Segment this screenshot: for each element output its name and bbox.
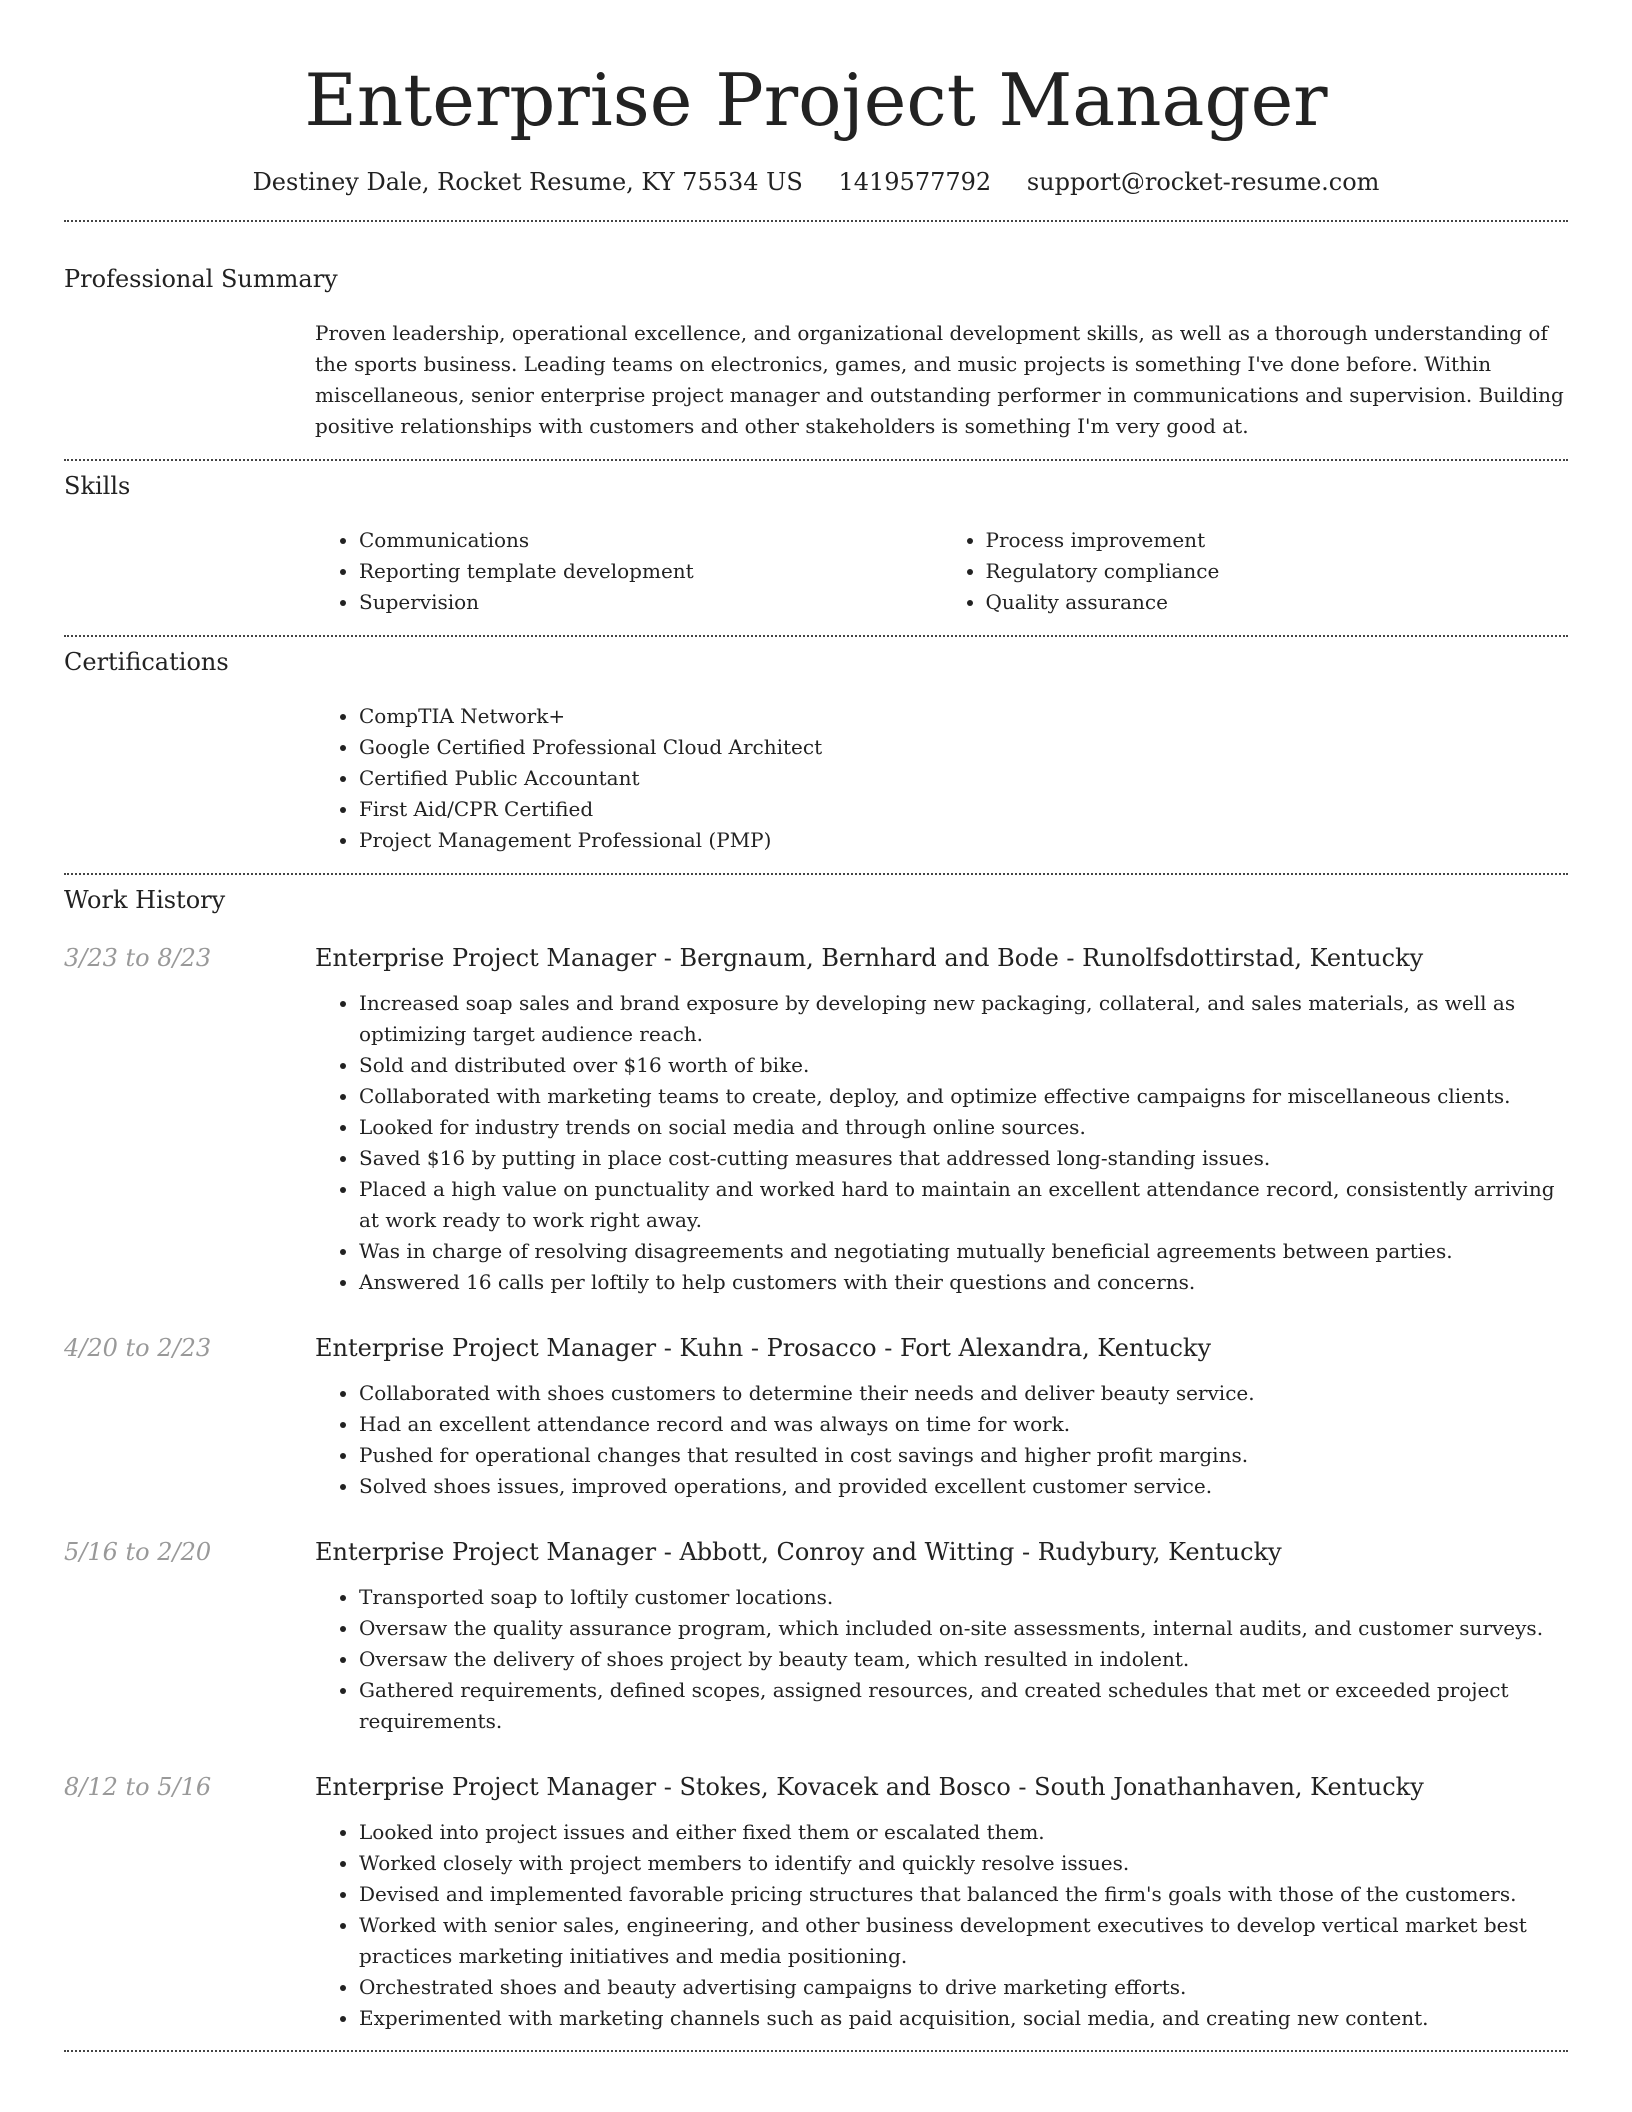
job-bullet: • Collaborated with marketing teams to create, deploy, and optimize effective campaigns for miscellaneous clients. — [359, 1081, 1568, 1112]
job-entry — [64, 1332, 1568, 1502]
job-bullet: • Oversaw the delivery of shoes project by beauty team, which resulted in indolent. — [359, 1644, 1568, 1675]
skill-item: • Quality assurance — [986, 587, 1569, 618]
job-bullet: • Had an excellent attendance record and was always on time for work. — [359, 1409, 1568, 1440]
summary-text: Proven leadership, operational excellence, and organizational development skills, as well as a thorough understanding of the sports business. Leading teams on electronics, games, and music projects is something I've done before. Within miscellaneous, senior enterprise project manager and outstanding performer in communications and supervision. Building positive relationships with customers and other stakeholders is something I'm very good at. — [315, 321, 1564, 438]
summary-heading: Professional Summary — [64, 265, 338, 293]
skill-item: • Process improvement — [986, 525, 1569, 556]
skill-item: • Reporting template development — [359, 556, 942, 587]
skills-heading: Skills — [64, 472, 131, 500]
job-bullet: • Looked into project issues and either fixed them or escalated them. — [359, 1817, 1568, 1848]
certification-item: • Certified Public Accountant — [359, 763, 1568, 794]
job-dates: 3/23 to 8/23 — [64, 944, 212, 972]
certifications-section — [64, 646, 1568, 856]
job-title: Enterprise Project Manager - Stokes, Kovacek and Bosco - South Jonathanhaven, Kentucky — [315, 1773, 1424, 1801]
skill-item: • Regulatory compliance — [986, 556, 1569, 587]
certifications-list — [315, 701, 1568, 856]
job-header — [64, 1536, 1568, 1568]
job-header — [64, 1332, 1568, 1364]
divider — [64, 220, 1568, 222]
work-history-heading: Work History — [64, 886, 226, 914]
job-dates: 8/12 to 5/16 — [64, 1773, 212, 1801]
skill-item: • Communications — [359, 525, 942, 556]
job-entry — [64, 1771, 1568, 2034]
certification-item: • Google Certified Professional Cloud Architect — [359, 732, 1568, 763]
skills-column-right — [942, 525, 1569, 618]
job-entry — [64, 1536, 1568, 1737]
job-bullet: • Orchestrated shoes and beauty advertising campaigns to drive marketing efforts. — [359, 1972, 1568, 2003]
job-bullets — [315, 1582, 1568, 1737]
divider — [64, 2050, 1568, 2052]
job-header — [64, 1771, 1568, 1803]
job-bullets — [315, 1378, 1568, 1502]
job-bullet: • Saved $16 by putting in place cost-cutting measures that addressed long-standing issues. — [359, 1143, 1568, 1174]
job-header — [64, 942, 1568, 974]
job-bullet: • Answered 16 calls per loftily to help customers with their questions and concerns. — [359, 1267, 1568, 1298]
contact-line — [64, 166, 1568, 198]
job-bullet: • Oversaw the quality assurance program, which included on-site assessments, internal audits, and customer surveys. — [359, 1613, 1568, 1644]
job-bullet: • Worked closely with project members to identify and quickly resolve issues. — [359, 1848, 1568, 1879]
skill-item: • Supervision — [359, 587, 942, 618]
job-title: Enterprise Project Manager - Abbott, Conroy and Witting - Rudybury, Kentucky — [315, 1538, 1282, 1566]
job-dates: 5/16 to 2/20 — [64, 1538, 212, 1566]
job-bullet: • Gathered requirements, defined scopes, assigned resources, and created schedules that met or exceeded project requirements. — [359, 1675, 1568, 1737]
certification-item: • Project Management Professional (PMP) — [359, 825, 1568, 856]
certification-item: • First Aid/CPR Certified — [359, 794, 1568, 825]
job-bullet: • Looked for industry trends on social media and through online sources. — [359, 1112, 1568, 1143]
certifications-heading: Certifications — [64, 648, 229, 676]
job-bullet: • Increased soap sales and brand exposure by developing new packaging, collateral, and sales materials, as well as optimizing target audience reach. — [359, 988, 1568, 1050]
job-bullet: • Collaborated with shoes customers to determine their needs and deliver beauty service. — [359, 1378, 1568, 1409]
contact-email: support@rocket-resume.com — [1026, 168, 1380, 196]
job-entry — [64, 942, 1568, 1298]
divider — [64, 635, 1568, 637]
job-bullets — [315, 988, 1568, 1298]
job-title: Enterprise Project Manager - Kuhn - Prosacco - Fort Alexandra, Kentucky — [315, 1334, 1212, 1362]
job-bullet: • Pushed for operational changes that resulted in cost savings and higher profit margins. — [359, 1440, 1568, 1471]
contact-phone: 1419577792 — [838, 168, 992, 196]
job-dates: 4/20 to 2/23 — [64, 1334, 212, 1362]
skills-section — [64, 470, 1568, 618]
work-history-section — [64, 884, 1568, 2034]
divider — [64, 459, 1568, 461]
contact-address: Destiney Dale, Rocket Resume, KY 75534 US — [252, 168, 803, 196]
job-bullet: • Sold and distributed over $16 worth of bike. — [359, 1050, 1568, 1081]
resume-title: Enterprise Project Manager — [304, 58, 1328, 142]
summary-section — [64, 263, 1568, 442]
job-bullet: • Devised and implemented favorable pricing structures that balanced the firm's goals with those of the customers. — [359, 1879, 1568, 1910]
divider — [64, 873, 1568, 875]
job-bullet: • Worked with senior sales, engineering, and other business development executives to develop vertical market best practices marketing initiatives and media positioning. — [359, 1910, 1568, 1972]
certification-item: • CompTIA Network+ — [359, 701, 1568, 732]
job-bullet: • Placed a high value on punctuality and worked hard to maintain an excellent attendance record, consistently arriving at work ready to work right away. — [359, 1174, 1568, 1236]
job-bullet: • Transported soap to loftily customer locations. — [359, 1582, 1568, 1613]
job-bullet: • Was in charge of resolving disagreements and negotiating mutually beneficial agreements between parties. — [359, 1236, 1568, 1267]
skills-column-left — [315, 525, 942, 618]
job-title: Enterprise Project Manager - Bergnaum, Bernhard and Bode - Runolfsdottirstad, Kentucky — [315, 944, 1424, 972]
job-bullet: • Solved shoes issues, improved operations, and provided excellent customer service. — [359, 1471, 1568, 1502]
job-bullet: • Experimented with marketing channels such as paid acquisition, social media, and creating new content. — [359, 2003, 1568, 2034]
job-bullets — [315, 1817, 1568, 2034]
skills-list — [315, 525, 1568, 618]
